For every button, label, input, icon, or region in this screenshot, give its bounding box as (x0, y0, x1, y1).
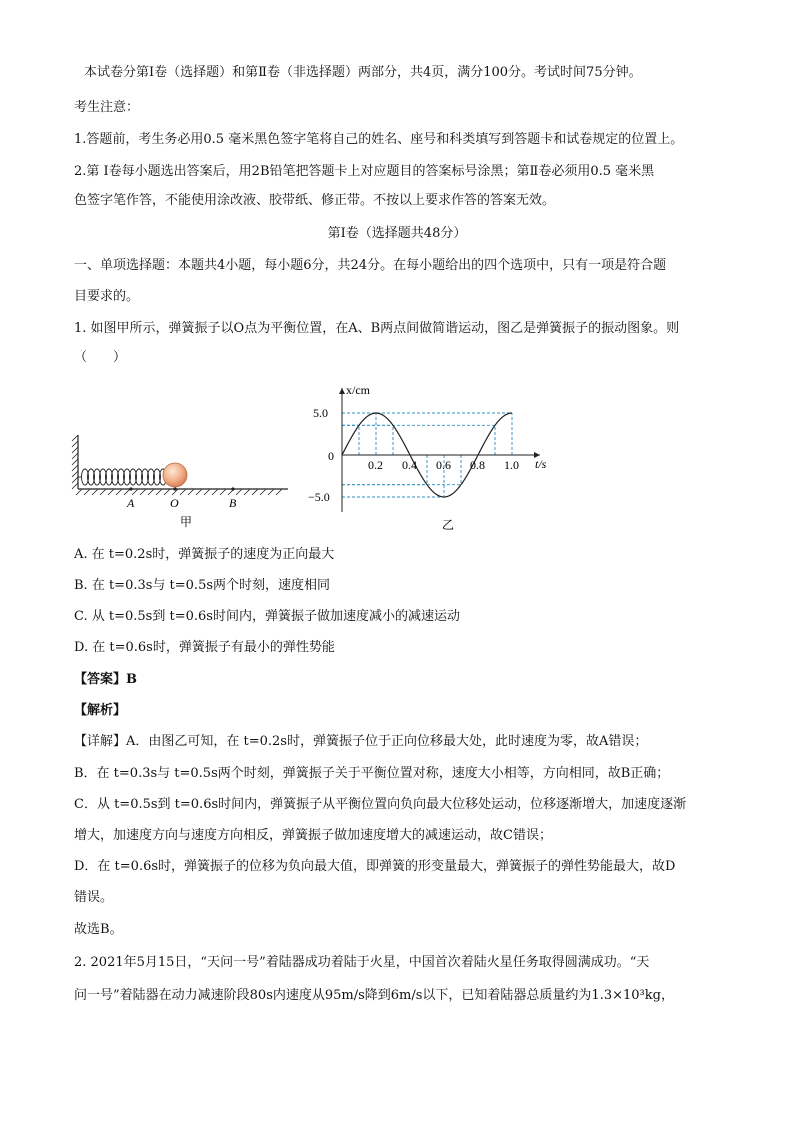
x-tick-label: 0.4 (402, 458, 417, 472)
y-axis-label: x/cm (346, 383, 370, 397)
q1-stem-line-2: （ ） (74, 350, 127, 365)
x-tick-label: 0.2 (368, 458, 383, 472)
analysis-title: 【解析】 (74, 703, 127, 718)
label-a: A (127, 496, 135, 510)
x-tick-label: 0.6 (436, 458, 451, 472)
option-c: C. 从 t=0.5s到 t=0.6s时间内，弹簧振子做加速度减小的减速运动 (74, 609, 460, 624)
wall (72, 435, 78, 489)
origin-label: 0 (328, 449, 334, 463)
detail-line: 故选B。 (74, 922, 123, 937)
point-b-dot (231, 487, 234, 490)
detail-line: D．在 t=0.6s时，弹簧振子的位移为负向最大值，即弹簧的形变量最大，弹簧振子的弹性势能最大，故D (74, 859, 676, 874)
x-tick-label: 1.0 (504, 458, 519, 472)
option-b: B. 在 t=0.3s与 t=0.5s两个时刻，速度相同 (74, 578, 331, 593)
displacement-time-chart (305, 380, 570, 540)
intro-line: 本试卷分第Ⅰ卷（选择题）和第Ⅱ卷（非选择题）两部分，共4页，满分100分。考试时间75分钟。 (84, 65, 642, 80)
detail-line: 错误。 (74, 890, 114, 905)
floor (76, 489, 288, 495)
figure-spring-oscillator (68, 425, 298, 535)
answer: 【答案】B (74, 672, 137, 687)
label-b: B (229, 496, 237, 510)
x-axis-label: t/s (535, 457, 547, 471)
note-2-line-1: 2.第 I卷每小题选出答案后，用2B铅笔把答题卡上对应题目的答案标号涂黑；第Ⅱ卷必须用0.5 毫米黑 (74, 164, 655, 179)
detail-line: 增大，加速度方向与速度方向相反，弹簧振子做加速度增大的减速运动，故C错误； (74, 828, 552, 843)
spring (78, 469, 167, 485)
option-a: A. 在 t=0.2s时，弹簧振子的速度为正向最大 (74, 547, 335, 562)
caption-yi: 乙 (442, 518, 455, 532)
x-tick-label: 0.8 (470, 458, 485, 472)
note-2-line-2: 色签字笔作答，不能使用涂改液、胶带纸、修正带。不按以上要求作答的答案无效。 (74, 193, 556, 208)
q2-line-2: 问一号”着陆器在动力减速阶段80s内速度从95m/s降到6m/s以下，已知着陆器总质量约为1.3×10³kg， (74, 988, 674, 1003)
notice-title: 考生注意： (74, 100, 140, 115)
detail-line: 【详解】A．由图乙可知，在 t=0.2s时，弹簧振子位于正向位移最大处，此时速度为零，故A错误； (74, 734, 648, 749)
point-o-dot (173, 487, 176, 490)
y-tick-label: 5.0 (313, 406, 328, 420)
detail-line: C．从 t=0.5s到 t=0.6s时间内，弹簧振子从平衡位置向负向最大位移处运动，位移逐渐增大，加速度逐渐 (74, 797, 687, 812)
detail-line: B．在 t=0.3s与 t=0.5s两个时刻，弹簧振子关于平衡位置对称，速度大小相等，方向相同，故B正确； (74, 766, 670, 781)
part1-line-1: 一、单项选择题：本题共4小题，每小题6分，共24分。在每小题给出的四个选项中，只有一项是符合题 (74, 258, 667, 273)
point-a-dot (129, 487, 132, 490)
y-tick-label: −5.0 (308, 490, 330, 504)
q2-line-1: 2. 2021年5月15日，“天问一号”着陆器成功着陆于火星，中国首次着陆火星任务取得圆满成功。“天 (74, 955, 650, 970)
caption-jia: 甲 (180, 515, 193, 529)
option-d: D. 在 t=0.6s时，弹簧振子有最小的弹性势能 (74, 640, 335, 655)
section-title: 第Ⅰ卷（选择题共48分） (327, 226, 467, 241)
part1-line-2: 目要求的。 (74, 289, 140, 304)
oscillator-ball (163, 463, 187, 487)
q1-stem-line-1: 1. 如图甲所示，弹簧振子以O点为平衡位置，在A、B两点间做简谐运动，图乙是弹簧振子的振动图象。则 (74, 321, 680, 336)
note-1: 1.答题前，考生务必用0.5 毫米黑色签字笔将自己的姓名、座号和科类填写到答题卡和试卷规定的位置上。 (74, 132, 684, 147)
label-o: O (170, 496, 179, 510)
